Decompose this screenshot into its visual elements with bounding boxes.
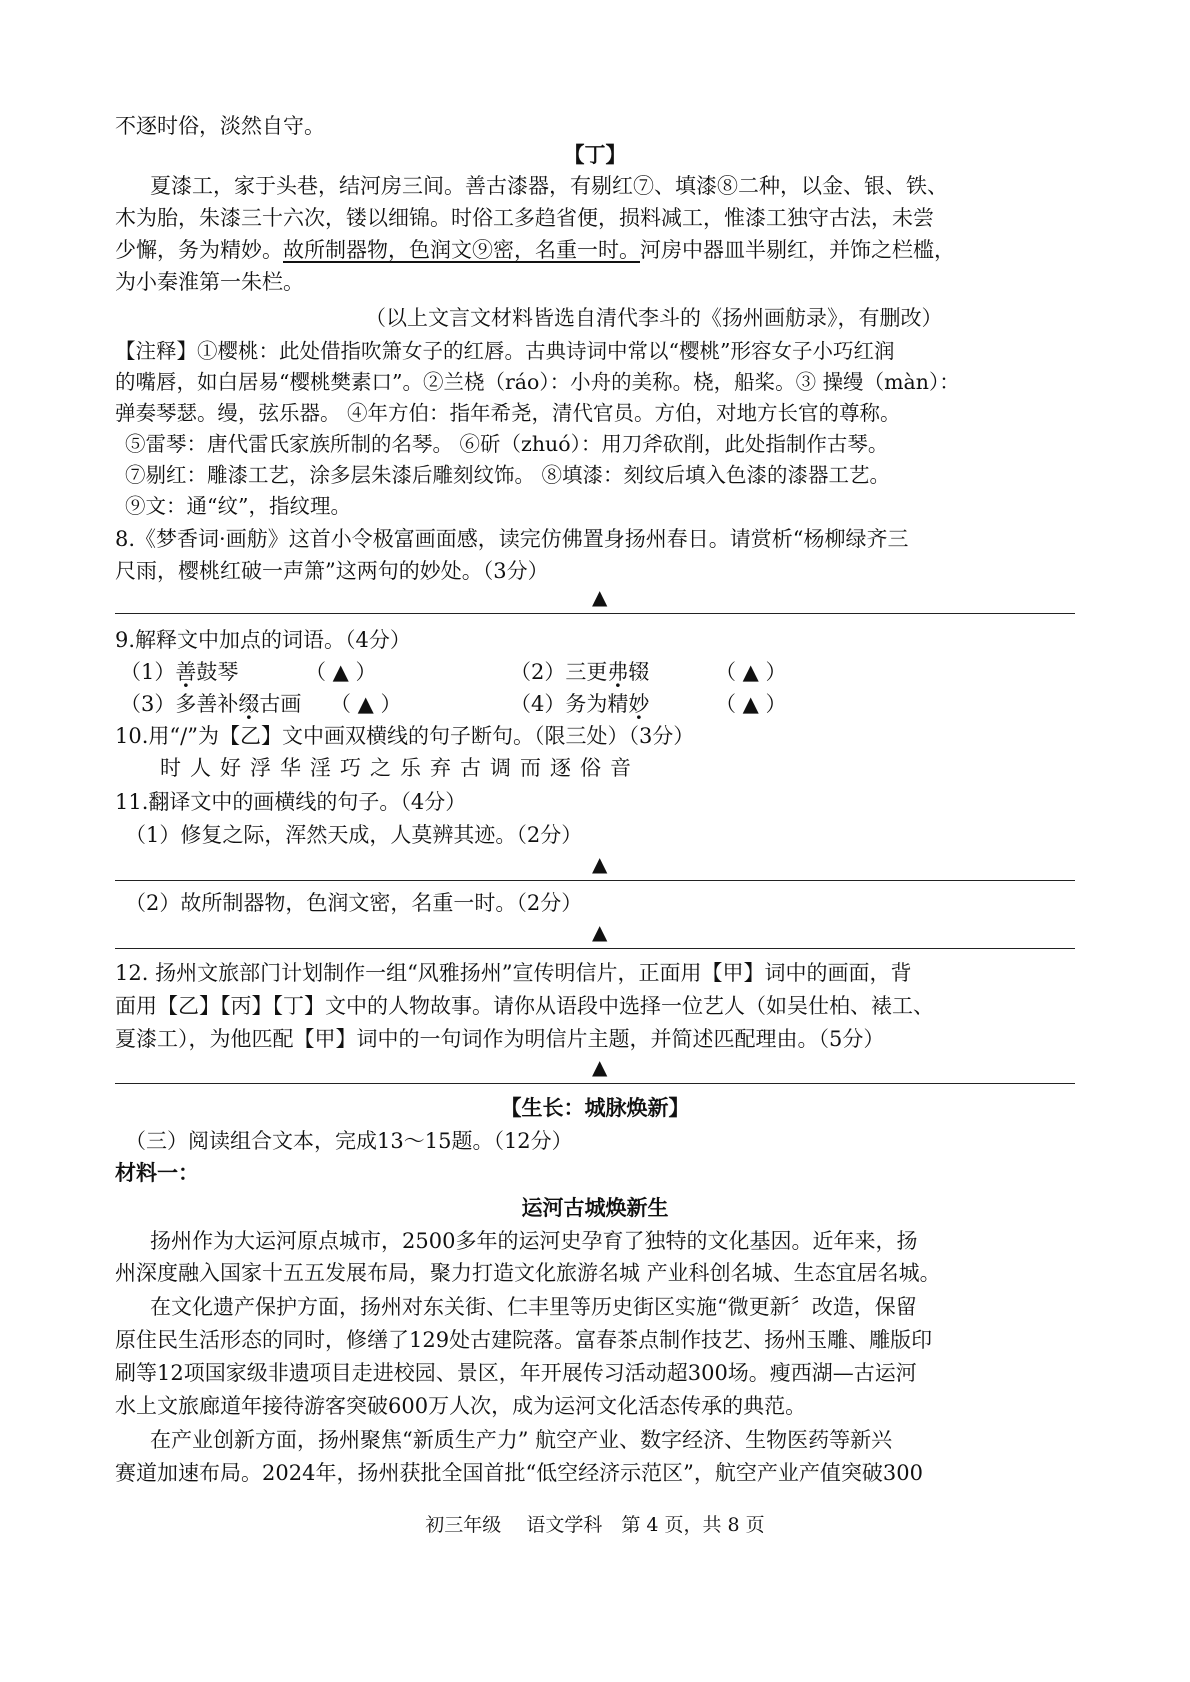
q9-item-2: （2）三更弗辍 <box>510 660 650 684</box>
q10-sentence[interactable]: 时人好浮华淫巧之乐弃古调而逐俗音 <box>160 756 640 780</box>
q9-blank-3[interactable]: （ ▲ ） <box>330 692 402 716</box>
notes-line-3: 弹奏琴瑟。缦，弦乐器。 ④年方伯：指年希尧，清代官员。方伯，对地方长官的尊称。 <box>115 401 901 425</box>
answer-mark-q12: ▲ <box>592 1055 608 1079</box>
ding-line-2: 木为胎，朱漆三十六次，镂以细锦。时俗工多趋省便，损料减工，惟漆工独守古法，未尝 <box>115 206 934 230</box>
notes-line-4: ⑤雷琴：唐代雷氏家族所制的名琴。 ⑥斫（zhuó）：用刀斧砍削，此处指制作古琴。 <box>125 432 889 456</box>
q12-line-2: 面用【乙】【丙】【丁】文中的人物故事。请你从语段中选择一位艺人（如吴仕柏、裱工、 <box>115 994 934 1018</box>
source-note: （以上文言文材料皆选自清代李斗的《扬州画舫录》，有删改） <box>365 306 943 330</box>
q10-title: 10.用“/”为【乙】文中画双横线的句子断句。（限三处）（3分） <box>115 724 695 748</box>
text-line-top: 不逐时俗，淡然自守。 <box>115 114 325 138</box>
q9-blank-2[interactable]: （ ▲ ） <box>715 660 787 684</box>
q9-blank-1[interactable]: （ ▲ ） <box>305 660 377 684</box>
ding-line-1: 夏漆工，家于头巷，结河房三间。善古漆器，有剔红⑦、填漆⑧二种，以金、银、铁、 <box>150 174 948 198</box>
section-heading: 【生长：城脉焕新】 <box>500 1095 690 1120</box>
q11-sentence-1: （1）修复之际，浑然天成，人莫辨其迹。（2分） <box>125 823 583 847</box>
q9-item-3: （3）多善补缀古画 <box>120 692 302 716</box>
answer-line-q11-1[interactable] <box>115 880 1075 881</box>
article-line-5: 刷等12项国家级非遗项目走进校园、景区，年开展传习活动超300场。瘦西湖—古运河 <box>115 1361 917 1385</box>
article-line-4: 原住民生活形态的同时，修缮了129处古建院落。富春茶点制作技艺、扬州玉雕、雕版印 <box>115 1328 933 1352</box>
notes-line-5: ⑦剔红：雕漆工艺，涂多层朱漆后雕刻纹饰。 ⑧填漆：刻纹后填入色漆的漆器工艺。 <box>125 463 891 487</box>
answer-line-q12[interactable] <box>115 1083 1075 1084</box>
notes-line-2: 的嘴唇，如白居易“樱桃樊素口”。②兰桡（ráo）：小舟的美称。桡，船桨。③ 操缦（màn）： <box>115 370 960 394</box>
article-line-1: 扬州作为大运河原点城市，2500多年的运河史孕育了独特的文化基因。近年来，扬 <box>150 1229 918 1253</box>
q8-line-2: 尺雨，樱桃红破一声箫”这两句的妙处。（3分） <box>115 559 549 583</box>
q12-line-1: 12. 扬州文旅部门计划制作一组“风雅扬州”宣传明信片，正面用【甲】词中的画面，背 <box>115 961 912 985</box>
answer-line-q11-2[interactable] <box>115 948 1075 949</box>
q9-item-4: （4）务为精妙 <box>510 692 650 716</box>
heading-ding: 【丁】 <box>563 142 627 167</box>
notes-line-6: ⑨文：通“纹”，指纹理。 <box>125 494 351 518</box>
ding-line-3: 少懈，务为精妙。故所制器物，色润文⑨密，名重一时。河房中器皿半剔红，并饰之栏槛， <box>115 238 955 262</box>
q9-title: 9.解释文中加点的词语。（4分） <box>115 628 411 652</box>
ding-line-4: 为小秦淮第一朱栏。 <box>115 270 304 294</box>
answer-line-q8[interactable] <box>115 613 1075 614</box>
notes-line-1: 【注释】①樱桃：此处借指吹箫女子的红唇。古典诗词中常以“樱桃”形容女子小巧红润 <box>115 339 895 363</box>
article-line-7: 在产业创新方面，扬州聚焦“新质生产力” 航空产业、数字经济、生物医药等新兴 <box>150 1428 893 1452</box>
q11-sentence-2: （2）故所制器物，色润文密，名重一时。（2分） <box>125 891 583 915</box>
part3-intro: （三）阅读组合文本，完成13～15题。（12分） <box>125 1129 573 1153</box>
q12-line-3: 夏漆工），为他匹配【甲】词中的一句词作为明信片主题，并简述匹配理由。（5分） <box>115 1027 885 1051</box>
q8-line-1: 8.《梦香词·画舫》这首小令极富画面感，读完仿佛置身扬州春日。请赏析“杨柳绿齐三 <box>115 527 909 551</box>
article-line-6: 水上文旅廊道年接待游客突破600万人次，成为运河文化活态传承的典范。 <box>115 1394 807 1418</box>
underlined-sentence: 故所制器物，色润文⑨密，名重一时。 <box>283 238 640 262</box>
article-line-8: 赛道加速布局。2024年，扬州获批全国首批“低空经济示范区”，航空产业产值突破300 <box>115 1461 923 1485</box>
material-1-label: 材料一： <box>115 1160 199 1185</box>
answer-mark-q8: ▲ <box>592 585 608 609</box>
article-title: 运河古城焕新生 <box>521 1195 669 1220</box>
article-line-3: 在文化遗产保护方面，扬州对东关街、仁丰里等历史街区实施“微更新〞改造，保留 <box>150 1295 917 1319</box>
q11-title: 11.翻译文中的画横线的句子。（4分） <box>115 790 467 814</box>
page-footer: 初三年级 语文学科 第 4 页，共 8 页 <box>425 1514 765 1536</box>
answer-mark-q11-1: ▲ <box>592 852 608 876</box>
article-line-2: 州深度融入国家十五五发展布局，聚力打造文化旅游名城 产业科创名城、生态宜居名城。 <box>115 1261 941 1285</box>
q9-item-1: （1）善鼓琴 <box>120 660 239 684</box>
q9-blank-4[interactable]: （ ▲ ） <box>715 692 787 716</box>
answer-mark-q11-2: ▲ <box>592 920 608 944</box>
